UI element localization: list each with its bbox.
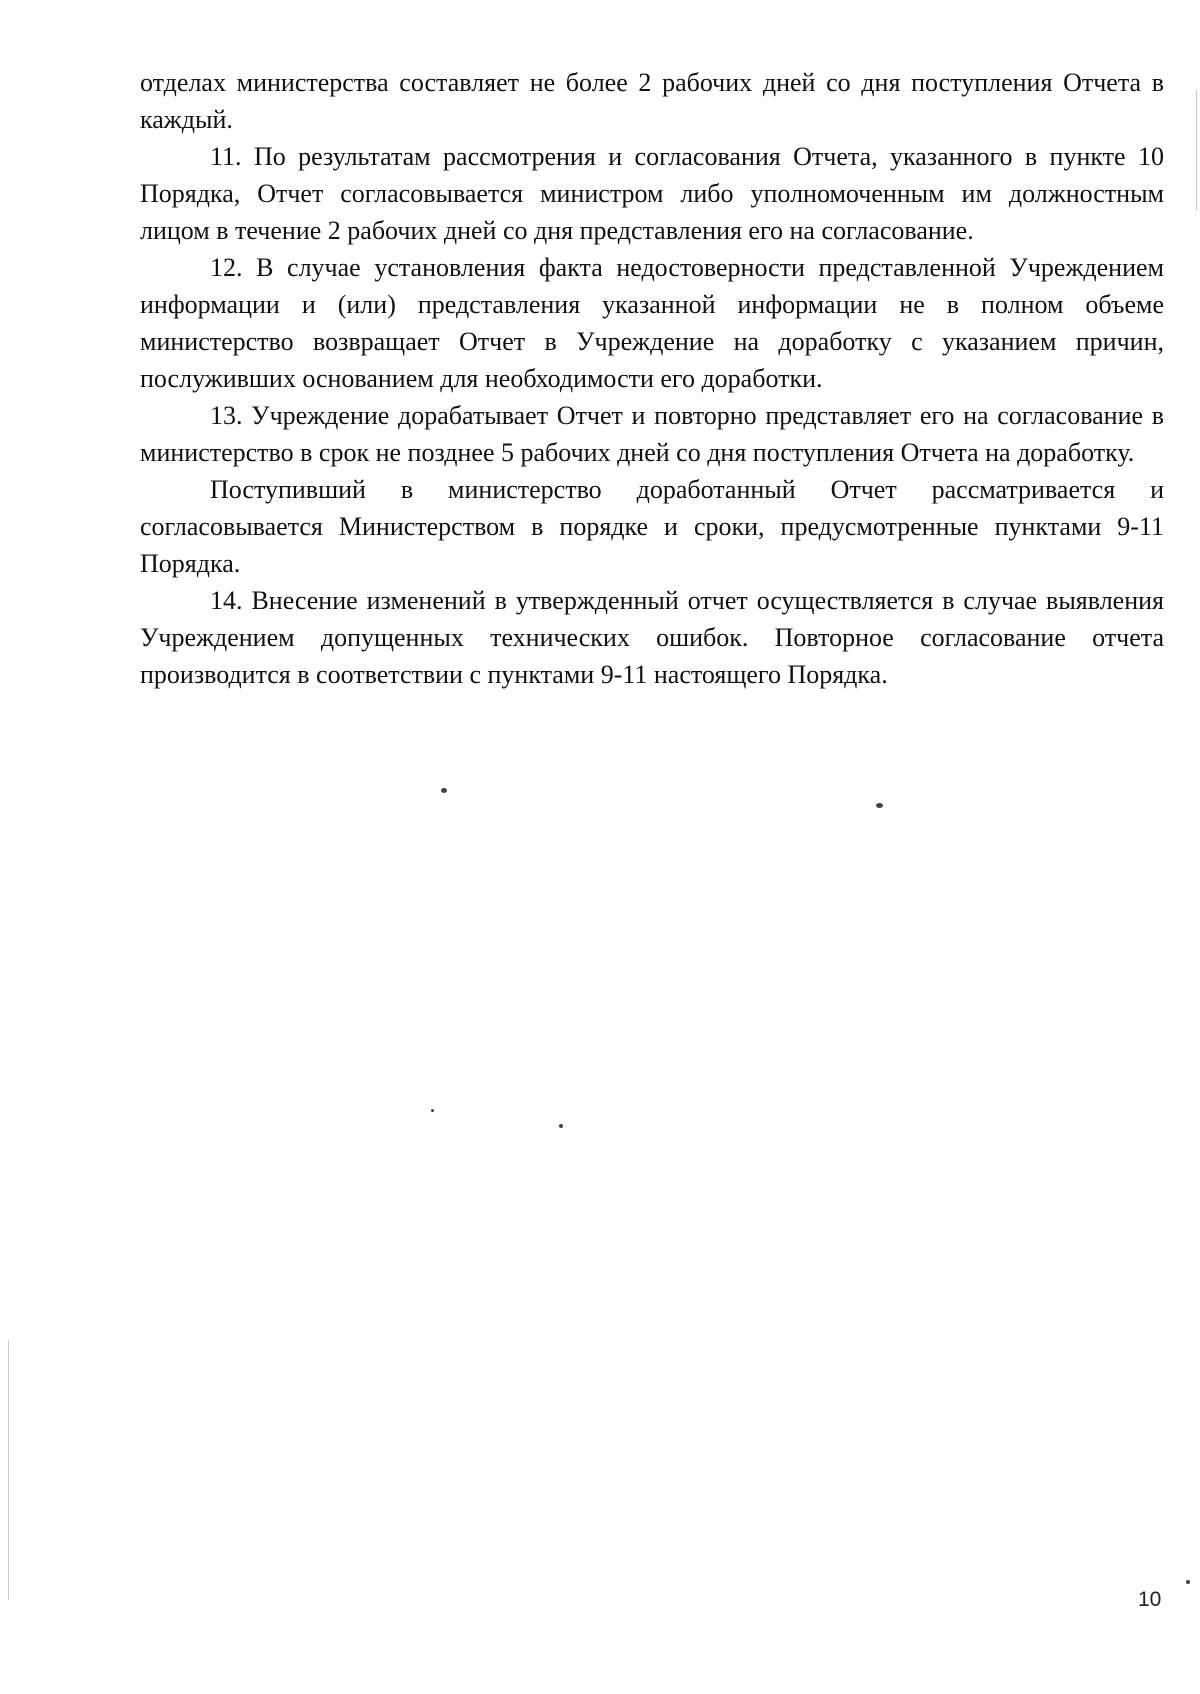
paragraph-item-14: 14. Внесение изменений в утвержденный отчет осуществляется в случае выявления Учреждением допущенных технических ошибок. Повторное согласование отчета производится в соответствии с пунктами 9-11 настоящего Порядка. [140,586,1164,689]
paragraph-item-11: 11. По результатам рассмотрения и согласования Отчета, указанного в пункте 10 Порядка, Отчет согласовывается министром либо уполномоченным им должностным лицом в течение 2 рабочих дней со дня представления его на согласование. [140,142,1164,245]
scan-speck [1186,1580,1190,1584]
paragraph-item-12: 12. В случае установления факта недостоверности представленной Учреждением информации и (или) представления указанной информации не в полном объеме министерство возвращает Отчет в Учреждение на доработку с указанием причин, послуживших основанием для необходимости его доработки. [140,253,1164,393]
scan-speck [876,803,883,808]
document-body [140,64,1164,693]
paragraph-item-13-continued: Поступивший в министерство доработанный Отчет рассматривается и согласовывается Министерством в порядке и сроки, предусмотренные пунктами 9-11 Порядка. [140,475,1164,578]
page-number: 10 [1138,1588,1162,1611]
paragraph-continuation: отделах министерства составляет не более 2 рабочих дней со дня поступления Отчета в каждый. [140,68,1164,134]
paragraph-item-13: 13. Учреждение дорабатывает Отчет и повторно представляет его на согласование в министерство в срок не позднее 5 рабочих дней со дня поступления Отчета на доработку. [140,401,1164,467]
scan-speck [431,1109,434,1112]
scan-speck [441,788,447,793]
scan-edge-line-left [8,1340,9,1600]
scan-speck [559,1124,563,1128]
scan-edge-line-right [1196,90,1197,210]
